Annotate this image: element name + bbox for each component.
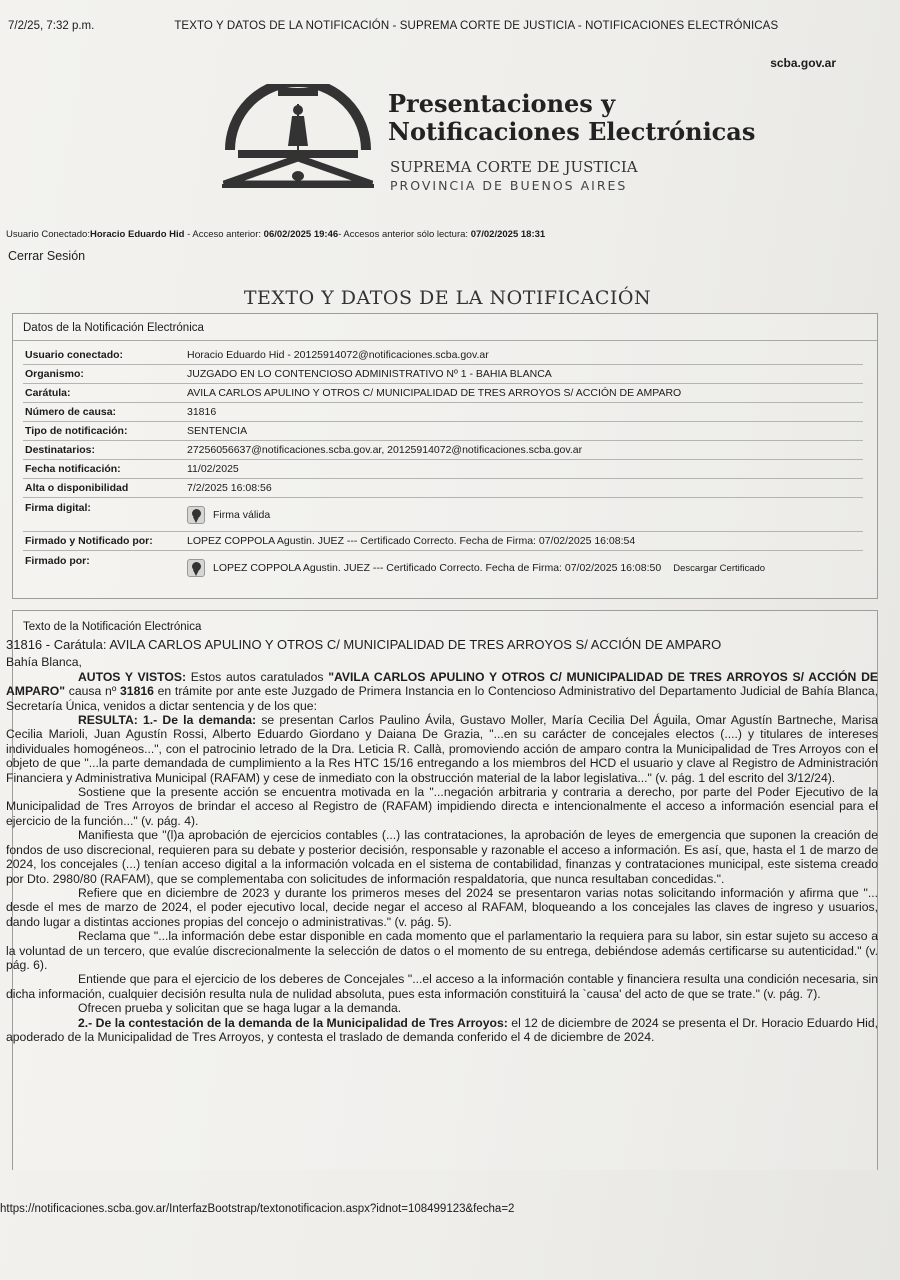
session-prev-label: - Acceso anterior: <box>184 229 264 240</box>
row-caratula <box>23 384 863 403</box>
row-value: Horacio Eduardo Hid - 20125914072@notificaciones.scba.gov.ar <box>187 349 489 361</box>
brand-subtitle-court: SUPREMA CORTE DE JUSTICIA <box>390 158 638 176</box>
text-span: Estos autos caratulados <box>186 669 329 684</box>
session-info <box>6 229 545 240</box>
session-read-value: 07/02/2025 18:31 <box>470 229 546 240</box>
row-label: Destinatarios: <box>25 444 96 456</box>
firma-valida-text: Firma válida <box>213 508 271 521</box>
row-value: AVILA CARLOS APULINO Y OTROS C/ MUNICIPALIDAD DE TRES ARROYOS S/ ACCIÓN DE AMPARO <box>187 387 682 399</box>
row-label: Fecha notificación: <box>25 463 121 475</box>
row-fecha-notificacion <box>23 460 863 479</box>
row-label: Número de causa: <box>25 406 117 418</box>
text-bold-span: "AVILA CARLOS APULINO Y OTROS C/ MUNICIPALIDAD DE TRES ARROYOS S/ ACCIÓN DE AMPARO" <box>6 669 878 699</box>
row-destinatarios <box>23 441 863 460</box>
text-paragraph: Refiere que en diciembre de 2023 y durante los primeros meses del 2024 se presentaron varias notas solicitando información y afirma que "... desde el mes de marzo de 2024, el poder ejecutivo local, decide negar el acceso al RAFAM, bloqueando a los concejales las claves de ingreso y usuarios, dando lugar a distintas acciones propias del concejo o administrativas." (v. pág. 5). <box>6 885 878 929</box>
row-label: Organismo: <box>25 368 84 380</box>
data-panel-heading: Datos de la Notificación Electrónica <box>13 314 877 341</box>
row-value: SENTENCIA <box>187 425 248 437</box>
notification-text-body <box>6 638 878 1044</box>
row-value <box>187 553 765 579</box>
text-paragraph <box>6 713 878 785</box>
text-paragraph: Entiende que para el ejercicio de los deberes de Concejales "...el acceso a la información contable y financiera resulta una condición necesaria, sin dicha información, cualquier decisión resulta nula de nulidad absoluta, pues esta información constituirá la `causa' del acto de que se trate." (v. pág. 7). <box>6 972 878 1001</box>
row-organismo <box>23 365 863 384</box>
print-datetime: 7/2/25, 7:32 p.m. <box>8 20 95 32</box>
brand-subtitle-province: PROVINCIA DE BUENOS AIRES <box>390 178 628 193</box>
brand-title-line1: Presentaciones y <box>388 89 616 118</box>
row-label: Firmado y Notificado por: <box>25 535 153 547</box>
row-value: LOPEZ COPPOLA Agustin. JUEZ --- Certificado Correcto. Fecha de Firma: 07/02/2025 16:08:54 <box>187 535 636 547</box>
row-value: 27256056637@notificaciones.scba.gov.ar, 20125914072@notificaciones.scba.gov.ar <box>187 444 583 456</box>
footer-url: https://notificaciones.scba.gov.ar/InterfazBootstrap/textonotificacion.aspx?idnot=108499123&fecha=2 <box>0 1203 515 1215</box>
text-span: causa nº <box>65 684 121 699</box>
session-prefix: Usuario Conectado: <box>6 229 90 240</box>
resulta-heading: RESULTA: 1.- De la demanda: <box>78 713 257 728</box>
session-read-label: - Accesos anterior sólo lectura: <box>338 229 471 240</box>
text-paragraph: Sostiene que la presente acción se encuentra motivada en la "...negación arbitraria y contraria a derecho, por parte del Poder Ejecutivo de la Municipalidad de Tres Arroyos de brindar el acceso al Registro de (RAFAM) impidiendo directa e intencionalmente el acceso a información esencial para el ejercicio de la función..." (v. pág. 4). <box>6 785 878 828</box>
signature-valid-icon <box>187 559 205 577</box>
text-span: el 12 de diciembre de 2024 se presenta el Dr. Horacio Eduardo Hid, apoderado de la Municipalidad de Tres Arroyos, y contesta el traslado de demanda conferido el 4 de diciembre de 2024. <box>6 1015 879 1044</box>
row-firma-digital <box>23 498 863 532</box>
text-panel-heading: Texto de la Notificación Electrónica <box>23 621 202 633</box>
text-span: se presentan Carlos Paulino Ávila, Gustavo Moller, María Cecilia Del Águila, Omar Agustín Bartneche, Marisa Cecilia Marioli, Juan Agustín Rossi, Alberto Eduardo Giordano y Daiana De Grazia, "...en su carácter de concejales electos (....) y titulares de intereses individuales homogéneos...", con el patrocinio letrado de la Dra. Leticia R. Callà, promoviendo acción de amparo contra la Municipalidad de Tres Arroyos con el objeto de que "...la parte demandada de cumplimiento a la Res HTC 15/16 entregando a los miembros del HCD el usuario y clave al Registro de Administración Financiera y Administrativa Municipal (RAFAM) y cese de inmediato con la obstrucción material de la labor legislativa..." (v. pág. 1 del escrito del 3/12/24). <box>6 713 879 785</box>
row-numero-causa <box>23 403 863 422</box>
row-value: 11/02/2025 <box>187 463 239 475</box>
row-value: JUZGADO EN LO CONTENCIOSO ADMINISTRATIVO Nº 1 - BAHIA BLANCA <box>187 368 552 380</box>
signature-valid-icon <box>187 506 205 524</box>
row-label: Firmado por: <box>25 555 90 567</box>
row-firmado-notificado <box>23 532 863 551</box>
page-title: TEXTO Y DATOS DE LA NOTIFICACIÓN <box>243 287 652 309</box>
text-span: en trámite por ante este Juzgado de Primera Instancia en lo Contencioso Administrativo del Departamento Judicial de Bahía Blanca, Secretaría Única, venidos a dictar sentencia y de los que: <box>6 684 878 713</box>
autos-y-vistos-heading: AUTOS Y VISTOS: <box>78 669 187 684</box>
text-paragraph: Ofrecen prueba y solicitan que se haga lugar a la demanda. <box>78 1001 402 1016</box>
session-prev-value: 06/02/2025 19:46 <box>263 229 339 240</box>
row-label: Carátula: <box>25 387 71 399</box>
logout-link[interactable]: Cerrar Sesión <box>8 249 86 263</box>
brand-title-line2: Notificaciones Electrónicas <box>388 117 756 146</box>
text-paragraph <box>6 1016 878 1045</box>
firmado-por-text: LOPEZ COPPOLA Agustin. JUEZ --- Certificado Correcto. Fecha de Firma: 07/02/2025 16:08:50 <box>213 561 662 574</box>
print-header <box>8 20 880 32</box>
text-caratula: 31816 - Carátula: AVILA CARLOS APULINO Y OTROS C/ MUNICIPALIDAD DE TRES ARROYOS S/ ACCIÓN DE AMPARO <box>6 637 722 652</box>
print-title: TEXTO Y DATOS DE LA NOTIFICACIÓN - SUPREMA CORTE DE JUSTICIA - NOTIFICACIONES ELECTRÓNICAS <box>174 20 779 32</box>
row-tipo <box>23 422 863 441</box>
row-label: Usuario conectado: <box>25 349 124 361</box>
row-firmado-por <box>23 551 863 585</box>
text-paragraph: Reclama que "...la información debe estar disponible en cada momento que el parlamentario la requiera para su labor, sin estar sujeto su acceso a la voluntad de un tercero, que evalúe discrecionalmente la selección de datos o el momento de su entrega, debiéndose además certificarse su autenticidad." (v. pág. 6). <box>6 929 878 972</box>
row-usuario <box>23 346 863 365</box>
contestacion-heading: 2.- De la contestación de la demanda de la Municipalidad de Tres Arroyos: <box>78 1015 508 1030</box>
brand-title <box>388 90 755 146</box>
text-city: Bahía Blanca, <box>6 655 82 670</box>
row-value: 31816 <box>187 406 217 418</box>
text-paragraph: Manifiesta que "(l)a aprobación de ejercicios contables (...) las contrataciones, la aprobación de leyes de emergencia que suponen la creación de fondos de uso discrecional, requieren para su debate y posterior decisión, responsable y razonable el acceso a información. Es así, que, hasta el 1 de marzo de 2024, los concejales (...) tenían acceso digital a la información volcada en el sistema de contabilidad, finanzas y contrataciones municipal, este sistema creado por Dto. 2980/80 (RAFAM), que se complementaba con solicitudes de información respaldatoria, que nunca resultaban concedidas.". <box>6 828 878 886</box>
text-paragraph <box>6 670 878 713</box>
row-label: Firma digital: <box>25 502 91 514</box>
row-label: Tipo de notificación: <box>25 425 128 437</box>
text-bold-span: 31816 <box>120 684 154 699</box>
session-user: Horacio Eduardo Hid <box>89 229 185 240</box>
row-label: Alta o disponibilidad <box>25 482 129 494</box>
row-alta <box>23 479 863 498</box>
download-certificate-link[interactable]: Descargar Certificado <box>673 562 766 574</box>
row-value: 7/2/2025 16:08:56 <box>187 482 272 494</box>
row-value <box>187 500 270 526</box>
notification-data-table <box>23 346 863 585</box>
supreme-court-logo <box>218 84 378 190</box>
notification-data-panel <box>12 313 878 599</box>
site-domain: scba.gov.ar <box>770 56 836 70</box>
